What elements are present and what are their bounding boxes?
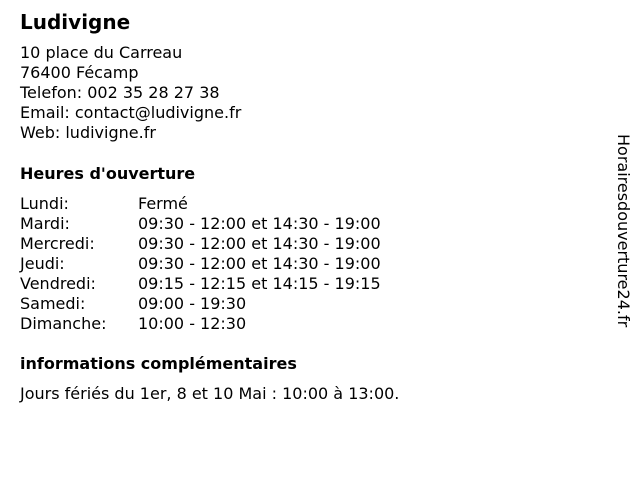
time-range: Fermé bbox=[138, 194, 188, 213]
time-range: 09:00 - 19:30 bbox=[138, 294, 247, 313]
day-label: Mardi: bbox=[20, 214, 70, 233]
opening-hours-heading: Heures d'ouverture bbox=[20, 164, 196, 183]
hours-row-tuesday bbox=[20, 214, 381, 234]
day-label: Vendredi: bbox=[20, 274, 96, 293]
hours-row-wednesday bbox=[20, 234, 381, 254]
hours-row-thursday bbox=[20, 254, 381, 274]
website: Web: ludivigne.fr bbox=[20, 123, 156, 142]
time-range: 09:30 - 12:00 et 14:30 - 19:00 bbox=[138, 254, 381, 273]
holiday-hours-note: Jours fériés du 1er, 8 et 10 Mai : 10:00 à 13:00. bbox=[20, 384, 400, 403]
time-range: 09:30 - 12:00 et 14:30 - 19:00 bbox=[138, 214, 381, 233]
hours-row-sunday bbox=[20, 314, 381, 334]
site-watermark: Horairesdouverture24.fr bbox=[614, 134, 633, 328]
time-range: 09:15 - 12:15 et 14:15 - 19:15 bbox=[138, 274, 381, 293]
day-label: Jeudi: bbox=[20, 254, 65, 273]
time-range: 10:00 - 12:30 bbox=[138, 314, 247, 333]
city-postal: 76400 Fécamp bbox=[20, 63, 139, 82]
business-name: Ludivigne bbox=[20, 10, 131, 34]
email-address: Email: contact@ludivigne.fr bbox=[20, 103, 242, 122]
hours-row-monday bbox=[20, 194, 381, 214]
day-label: Dimanche: bbox=[20, 314, 107, 333]
opening-hours-table bbox=[20, 194, 381, 334]
additional-info-heading: informations complémentaires bbox=[20, 354, 297, 373]
hours-row-friday bbox=[20, 274, 381, 294]
day-label: Lundi: bbox=[20, 194, 69, 213]
time-range: 09:30 - 12:00 et 14:30 - 19:00 bbox=[138, 234, 381, 253]
hours-row-saturday bbox=[20, 294, 381, 314]
street-address: 10 place du Carreau bbox=[20, 43, 183, 62]
day-label: Mercredi: bbox=[20, 234, 95, 253]
phone-number: Telefon: 002 35 28 27 38 bbox=[20, 83, 220, 102]
contact-block bbox=[20, 43, 241, 143]
day-label: Samedi: bbox=[20, 294, 86, 313]
